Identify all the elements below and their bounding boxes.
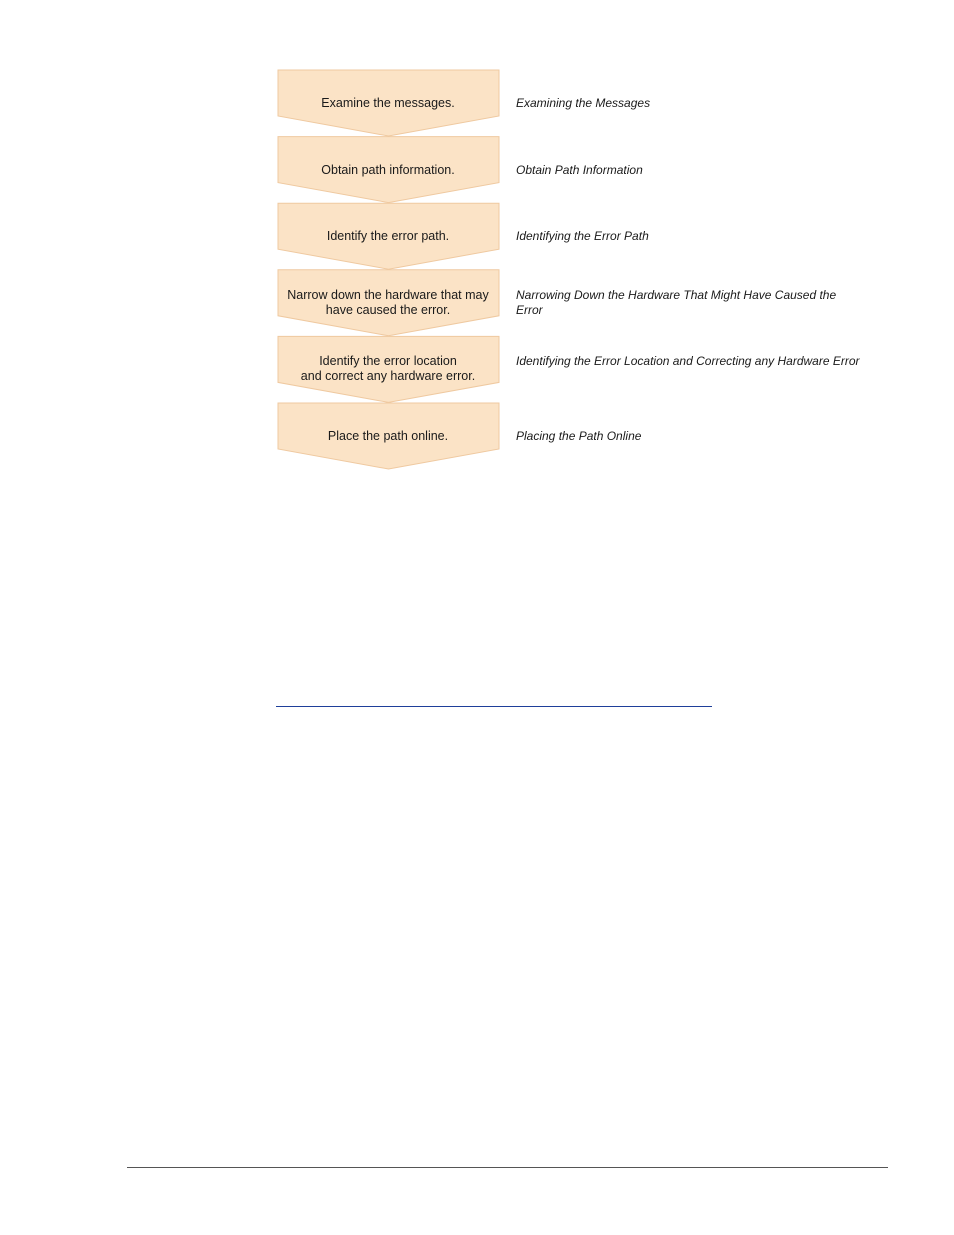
step-reference-1: Examining the Messages [516, 96, 651, 110]
step-label-6: Place the path online. [327, 429, 449, 443]
step-label-5: Identify the error location and correct any hardware error. [300, 354, 476, 383]
step-reference-4: Narrowing Down the Hardware That Might Have Caused the Error [516, 288, 837, 317]
step-label-1: Examine the messages. [321, 96, 455, 110]
footer-rule [127, 1167, 888, 1168]
step-label-4: Narrow down the hardware that may have caused the error. [287, 288, 489, 317]
step-reference-6: Placing the Path Online [516, 429, 642, 443]
step-label-2: Obtain path information. [321, 163, 455, 177]
step-reference-2: Obtain Path Information [516, 163, 643, 177]
step-reference-3: Identifying the Error Path [516, 229, 649, 243]
link-underline [276, 706, 712, 707]
step-label-3: Identify the error path. [326, 229, 450, 243]
step-reference-5: Identifying the Error Location and Correcting any Hardware Error [516, 354, 860, 368]
